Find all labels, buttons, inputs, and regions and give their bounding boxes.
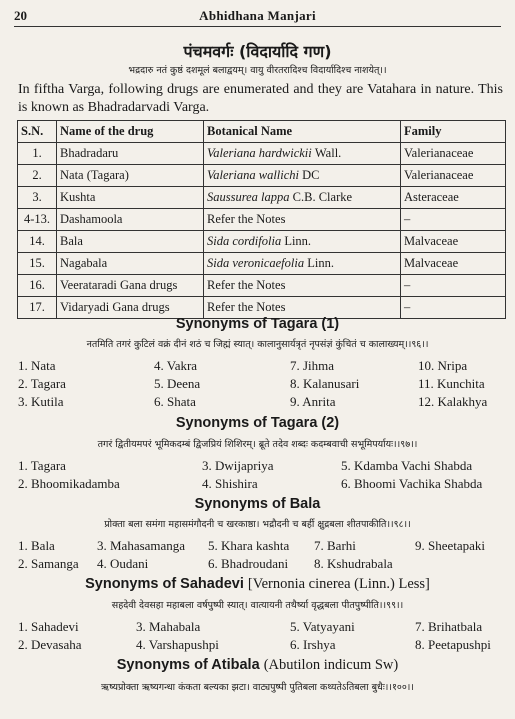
tagara1-synonym-list <box>18 358 507 412</box>
cell-drug-name: Veerataradi Gana drugs <box>57 275 204 297</box>
synonym-row <box>18 394 507 412</box>
bala-heading: Synonyms of Bala <box>194 496 321 512</box>
cell-drug-name: Bhadradaru <box>57 143 204 165</box>
synonym-item: 10. Nripa <box>418 358 468 373</box>
synonym-row <box>18 358 507 376</box>
cell-drug-name: Nata (Tagara) <box>57 165 204 187</box>
cell-sn: 17. <box>18 297 57 319</box>
synonym-row <box>18 458 507 476</box>
column-header-botanical: Botanical Name <box>204 121 401 143</box>
cell-botanical-name <box>204 143 401 165</box>
bala-verse: प्रोक्ता बला समंगा महासमंगौदनी च खरकाष्ठा। भद्रौदनी च बर्ही क्षुद्रबला शीतपाकीति।।९८।। <box>104 519 411 530</box>
botanical-species: Sida cordifolia <box>207 234 282 248</box>
table-row <box>18 253 506 275</box>
column-header-sn: S.N. <box>18 121 57 143</box>
synonym-item: 8. Kshudrabala <box>314 556 393 571</box>
sahadevi-heading-title: Synonyms of Sahadevi <box>85 576 244 592</box>
tagara2-heading: Synonyms of Tagara (2) <box>175 415 340 431</box>
synonym-item: 7. Jihma <box>290 358 335 373</box>
botanical-author: Wall. <box>314 146 342 160</box>
table-row <box>18 165 506 187</box>
synonym-item: 3. Dwijapriya <box>202 458 274 473</box>
synonym-row <box>18 538 507 556</box>
botanical-author: DC <box>302 168 320 182</box>
synonym-item: 3. Kutila <box>18 394 64 409</box>
cell-botanical-name <box>204 275 401 297</box>
cell-botanical-name <box>204 253 401 275</box>
cell-family: Malvaceae <box>401 253 506 275</box>
cell-drug-name: Nagabala <box>57 253 204 275</box>
cell-family: Valerianaceae <box>401 143 506 165</box>
page-number: 20 <box>14 8 27 23</box>
botanical-author: Refer the Notes <box>207 278 286 292</box>
tagara2-verse: तगरं द्वितीयमपरं भूमिकदम्बं द्विजप्रियं शिशिरम्। ब्रूते तदेव शब्दः कदम्बवाची सभूमिपर्यायः।।९७।। <box>97 439 418 450</box>
synonym-item: 1. Sahadevi <box>18 619 79 634</box>
synonym-item: 1. Bala <box>18 538 55 553</box>
synonym-item: 4. Shishira <box>202 476 258 491</box>
synonym-row <box>18 556 507 574</box>
running-header <box>14 8 501 26</box>
synonym-item: 2. Devasaha <box>18 637 82 652</box>
botanical-author: Linn. <box>307 256 334 270</box>
synonym-item: 4. Oudani <box>97 556 149 571</box>
cell-botanical-name <box>204 231 401 253</box>
cell-drug-name: Kushta <box>57 187 204 209</box>
sahadevi-verse: सहदेवी देवसहा महाबला वर्षपुष्पी स्यात्। वात्यायनी तथैर्ष्या वृद्धबला पीतपुष्पीति।।९९।। <box>111 600 404 611</box>
synonym-item: 6. Bhoomi Vachika Shabda <box>341 476 483 491</box>
synonym-item: 3. Mahasamanga <box>97 538 186 553</box>
cell-sn: 3. <box>18 187 57 209</box>
synonym-item: 12. Kalakhya <box>418 394 488 409</box>
cell-sn: 2. <box>18 165 57 187</box>
botanical-author: Linn. <box>284 234 312 248</box>
synonym-row <box>18 619 507 637</box>
bala-synonym-list <box>18 538 507 574</box>
synonym-item: 11. Kunchita <box>418 376 485 391</box>
botanical-species: Valeriana wallichi <box>207 168 300 182</box>
cell-sn: 16. <box>18 275 57 297</box>
botanical-author: Refer the Notes <box>207 212 286 226</box>
synonym-item: 8. Peetapushpi <box>415 637 491 652</box>
header-rule <box>14 26 501 27</box>
synonym-item: 6. Bhadroudani <box>208 556 289 571</box>
cell-drug-name: Vidaryadi Gana drugs <box>57 297 204 319</box>
cell-sn: 15. <box>18 253 57 275</box>
synonym-item: 8. Kalanusari <box>290 376 360 391</box>
section-heading: पंचमवर्गः (विदार्यादि गण) <box>183 42 332 61</box>
column-header-family: Family <box>401 121 506 143</box>
synonym-row <box>18 637 507 655</box>
atibala-verse: ऋष्यप्रोक्ता ऋष्यगन्धा कंकता बल्यका झटा। वाट्यपुष्पी पुतिबला कथ्यतेऽतिबला बुधैः।।१००।। <box>100 682 414 693</box>
drug-table <box>17 120 506 319</box>
cell-botanical-name <box>204 165 401 187</box>
atibala-heading <box>10 657 505 674</box>
tagara1-heading: Synonyms of Tagara (1) <box>175 316 340 332</box>
sahadevi-botanical-name: [Vernonia cinerea (Linn.) Less] <box>247 576 430 592</box>
botanical-species: Sida veronicaefolia <box>207 256 305 270</box>
synonym-item: 5. Kdamba Vachi Shabda <box>341 458 473 473</box>
synonym-item: 9. Sheetapaki <box>415 538 486 553</box>
running-title: Abhidhana Manjari <box>199 8 316 23</box>
synonym-item: 5. Vatyayani <box>290 619 355 634</box>
cell-family: – <box>401 297 506 319</box>
synonym-item: 6. Shata <box>154 394 196 409</box>
synonym-item: 5. Khara kashta <box>208 538 290 553</box>
synonym-item: 7. Brihatbala <box>415 619 483 634</box>
botanical-species: Valeriana hardwickii <box>207 146 312 160</box>
cell-sn: 4-13. <box>18 209 57 231</box>
table-row <box>18 187 506 209</box>
atibala-botanical-name: (Abutilon indicum Sw) <box>263 657 399 673</box>
table-row <box>18 143 506 165</box>
synonym-item: 1. Tagara <box>18 458 66 473</box>
table-row <box>18 231 506 253</box>
sahadevi-heading <box>10 576 505 593</box>
cell-family: Valerianaceae <box>401 165 506 187</box>
cell-drug-name: Dashamoola <box>57 209 204 231</box>
synonym-item: 5. Deena <box>154 376 201 391</box>
synonym-item: 2. Samanga <box>18 556 79 571</box>
synonym-item: 4. Varshapushpi <box>136 637 219 652</box>
sahadevi-synonym-list <box>18 619 507 655</box>
synonym-item: 4. Vakra <box>154 358 198 373</box>
synonym-item: 2. Tagara <box>18 376 66 391</box>
cell-family: Malvaceae <box>401 231 506 253</box>
cell-botanical-name <box>204 187 401 209</box>
botanical-author: C.B. Clarke <box>292 190 353 204</box>
synonym-item: 6. Irshya <box>290 637 336 652</box>
cell-botanical-name <box>204 209 401 231</box>
synonym-item: 1. Nata <box>18 358 56 373</box>
synonym-item: 9. Anrita <box>290 394 336 409</box>
drug-table-body <box>18 143 506 319</box>
synonym-item: 3. Mahabala <box>136 619 201 634</box>
cell-drug-name: Bala <box>57 231 204 253</box>
synonym-row <box>18 376 507 394</box>
cell-sn: 1. <box>18 143 57 165</box>
table-header-row <box>18 121 506 143</box>
cell-sn: 14. <box>18 231 57 253</box>
table-row <box>18 209 506 231</box>
cell-family: – <box>401 209 506 231</box>
botanical-species: Saussurea lappa <box>207 190 290 204</box>
atibala-heading-title: Synonyms of Atibala <box>116 657 260 673</box>
tagara1-verse: नतमिति तगरं कुटिलं वक्रं दीनं शठं च जिह्मं स्यात्। कालानुसार्यत्रृतं नृपसंज्ञं कुंचितं च कालाख्यम्।।९६।। <box>86 339 429 350</box>
synonym-item: 7. Barhi <box>314 538 356 553</box>
column-header-drug: Name of the drug <box>57 121 204 143</box>
intro-paragraph: In fiftha Varga, following drugs are enumerated and they are Vatahara in nature. This is known as Bhadradarvadi Varga. <box>18 82 503 115</box>
intro-verse: भद्रदारु नतं कुष्ठं दशमूलं बलाद्वयम्। वायु वीरतरादिश्च विदार्यादिश्च नाशयेत्।। <box>128 65 387 76</box>
tagara2-synonym-list <box>18 458 507 494</box>
botanical-author: Refer the Notes <box>207 300 286 314</box>
synonym-row <box>18 476 507 494</box>
table-row <box>18 275 506 297</box>
cell-family: Asteraceae <box>401 187 506 209</box>
synonym-item: 2. Bhoomikadamba <box>18 476 120 491</box>
cell-family: – <box>401 275 506 297</box>
